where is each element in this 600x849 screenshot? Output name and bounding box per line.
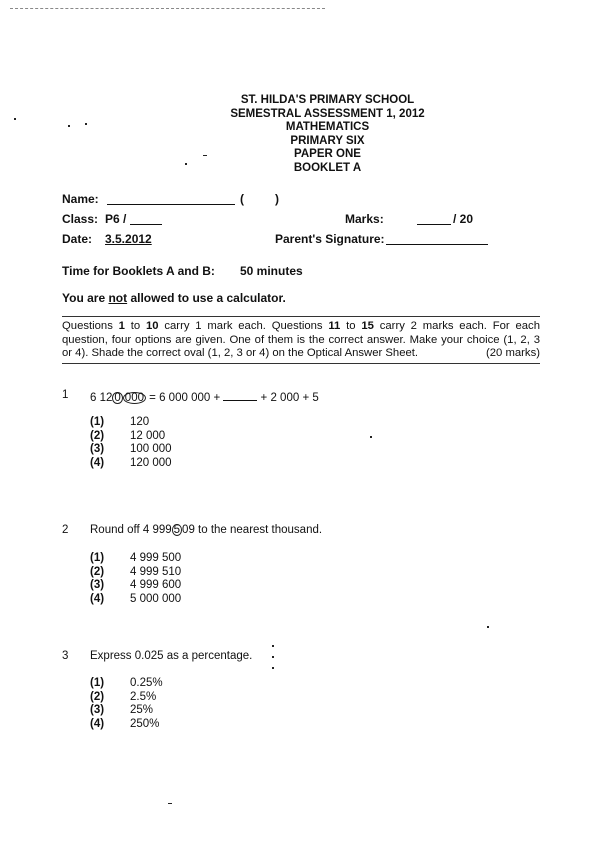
class-field[interactable] <box>130 212 162 230</box>
date-value: 3.5.2012 <box>105 232 152 246</box>
school-name: ST. HILDA'S PRIMARY SCHOOL <box>240 94 415 106</box>
option-3[interactable] <box>90 443 172 457</box>
marks-total: / 20 <box>453 212 474 226</box>
option-3[interactable] <box>90 704 153 718</box>
scan-speck <box>370 436 372 438</box>
option-number: (4) <box>90 717 105 730</box>
option-number: (2) <box>90 429 105 442</box>
option-1[interactable] <box>90 677 163 691</box>
calculator-note-emphasis: not <box>108 291 128 305</box>
instructions-marks: (20 marks) <box>486 347 540 359</box>
q1-text-start: 6 12 <box>90 392 113 404</box>
scan-speck <box>487 626 489 628</box>
register-paren-open: ( <box>240 192 244 206</box>
question-text: Express 0.025 as a percentage. <box>90 650 253 662</box>
marks-field[interactable] <box>417 212 451 230</box>
marks-label: Marks: <box>345 212 384 226</box>
option-number: (3) <box>90 704 105 716</box>
option-value: 100 000 <box>130 443 172 455</box>
instr-num: 1 <box>118 320 125 332</box>
option-number: (3) <box>90 579 105 591</box>
scan-speck <box>14 118 16 120</box>
scan-speck <box>272 667 274 669</box>
instr-text: to <box>124 320 146 332</box>
name-label: Name: <box>62 192 99 206</box>
calculator-note <box>62 291 286 305</box>
q1-text-middle: = 6 000 000 + <box>145 392 224 404</box>
instr-text: to <box>340 320 362 332</box>
option-2[interactable] <box>90 566 181 580</box>
option-number: (1) <box>90 677 105 689</box>
option-1[interactable] <box>90 552 181 566</box>
booklet-title: BOOKLET A <box>293 161 362 174</box>
scan-speck <box>272 645 274 647</box>
scan-edge-line <box>10 8 325 9</box>
option-4[interactable] <box>90 457 172 471</box>
level-title: PRIMARY SIX <box>290 134 365 147</box>
option-value: 5 000 000 <box>130 592 182 605</box>
option-2[interactable] <box>90 691 156 705</box>
option-value: 250% <box>130 717 160 730</box>
subject-title: MATHEMATICS <box>285 121 370 133</box>
register-paren-close: ) <box>275 192 279 206</box>
assessment-title: SEMESTRAL ASSESSMENT 1, 2012 <box>230 107 425 120</box>
instr-text: carry 2 marks each. For each question, four options are given. One of them is the correct answer. Make your choice (1, 2, 3 or 4). Shade the correct oval (1, 2, 3 or 4) on the Optical Answer Sheet. <box>62 320 540 359</box>
option-2[interactable] <box>90 430 165 444</box>
question-number: 1 <box>62 389 69 401</box>
name-field[interactable] <box>107 192 235 210</box>
option-value: 2.5% <box>130 690 157 703</box>
q2-text-end: 09 to the nearest thousand. <box>182 524 323 536</box>
instructions-box <box>62 316 540 364</box>
option-value: 120 000 <box>130 456 172 469</box>
calculator-note-start: You are <box>62 291 109 305</box>
option-value: 4 999 510 <box>130 565 182 578</box>
paper-title: PAPER ONE <box>294 148 361 160</box>
question-text <box>90 524 322 536</box>
calculator-note-end: allowed to use a calculator. <box>127 291 286 305</box>
signature-field[interactable] <box>386 232 488 250</box>
option-number: (1) <box>90 552 105 564</box>
question-number: 2 <box>62 524 69 536</box>
q2-circled-digit: 5 <box>173 524 181 536</box>
scan-speck <box>203 155 207 156</box>
q1-text-end: + 2 000 + 5 <box>257 392 319 404</box>
time-value: 50 minutes <box>240 264 303 278</box>
q1-circled-digit: 0 <box>114 392 121 404</box>
option-1[interactable] <box>90 416 149 430</box>
option-number: (4) <box>90 456 105 469</box>
instr-num: 11 <box>328 320 341 332</box>
question-text <box>90 389 319 404</box>
option-number: (2) <box>90 690 105 703</box>
instr-text: carry 1 mark each. Questions <box>158 320 329 332</box>
option-number: (2) <box>90 565 105 578</box>
date-label: Date: <box>62 232 93 246</box>
scan-speck <box>85 123 87 125</box>
instr-num: 10 <box>146 320 159 332</box>
option-value: 120 <box>130 416 150 428</box>
option-3[interactable] <box>90 579 181 593</box>
option-4[interactable] <box>90 593 181 607</box>
class-label: Class: <box>62 212 99 226</box>
q1-circled-digits: 000 <box>124 392 144 404</box>
q2-text-start: Round off 4 999 <box>90 524 172 536</box>
signature-label: Parent's Signature: <box>275 232 385 246</box>
scan-speck <box>185 163 187 165</box>
option-value: 0.25% <box>130 677 163 689</box>
option-4[interactable] <box>90 718 159 732</box>
scan-speck <box>68 125 70 127</box>
option-number: (3) <box>90 443 105 455</box>
option-value: 25% <box>130 704 154 716</box>
scan-speck <box>168 803 172 804</box>
question-number: 3 <box>62 650 69 662</box>
instr-num: 15 <box>361 320 374 332</box>
option-number: (1) <box>90 416 105 428</box>
q1-answer-blank[interactable] <box>223 389 257 401</box>
option-value: 12 000 <box>130 429 166 442</box>
page-header <box>0 94 600 175</box>
time-label: Time for Booklets A and B: <box>62 264 215 278</box>
option-value: 4 999 500 <box>130 552 182 564</box>
class-value: P6 / <box>105 212 127 226</box>
option-number: (4) <box>90 592 105 605</box>
scan-speck <box>272 656 274 658</box>
instr-text: Questions <box>62 320 119 332</box>
option-value: 4 999 600 <box>130 579 182 591</box>
